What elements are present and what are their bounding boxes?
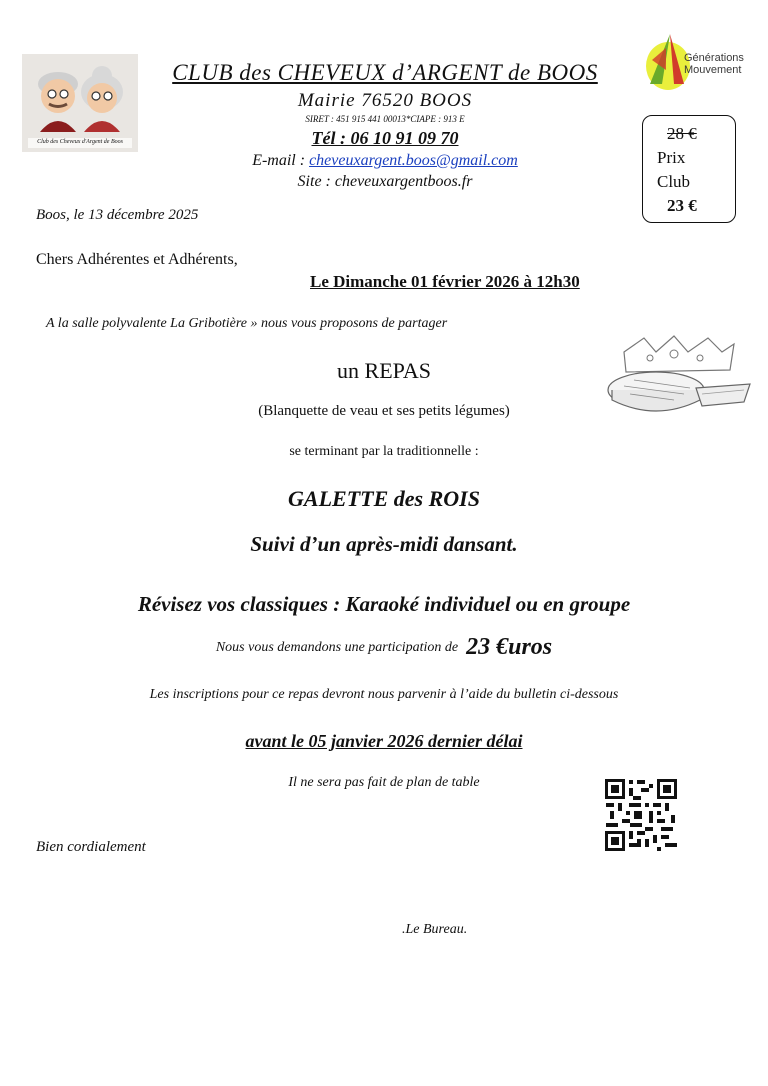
signature: .Le Bureau. xyxy=(402,922,468,937)
event-date: Le Dimanche 01 février 2026 à 12h30 xyxy=(310,272,580,291)
karaoke-heading: Révisez vos classiques : Karaoké individuel ou en groupe xyxy=(137,592,631,616)
letter-date: Boos, le 13 décembre 2025 xyxy=(36,207,199,223)
phone-number: Tél : 06 10 91 09 70 xyxy=(311,128,459,148)
website: Site : cheveuxargentboos.fr xyxy=(297,173,473,190)
price-label-prix: Prix xyxy=(657,148,686,167)
closing-regards: Bien cordialement xyxy=(36,839,146,855)
repas-heading: un REPAS xyxy=(337,358,431,383)
venue-text: A la salle polyvalente La Gribotière » nous vous proposons de partager xyxy=(46,316,448,331)
inscriptions-text: Les inscriptions pour ce repas devront nous parvenir à l’aide du bulletin ci-dessous xyxy=(149,687,619,702)
club-title: CLUB des CHEVEUX d’ARGENT de BOOS xyxy=(172,60,598,85)
old-price: 28 € xyxy=(667,124,697,143)
club-logo-illustration xyxy=(22,54,138,152)
participation-text: Nous vous demandons une participation de xyxy=(215,640,459,655)
galette-heading: GALETTE des ROIS xyxy=(288,486,480,511)
siret-number: SIRET : 451 915 441 00013*CIAPE : 913 E xyxy=(305,114,465,124)
menu-description: (Blanquette de veau et ses petits légumes) xyxy=(258,403,510,419)
participation-amount: 23 €uros xyxy=(466,634,553,660)
dansant-heading: Suivi d’un après-midi dansant. xyxy=(250,532,518,556)
greeting: Chers Adhérentes et Adhérents, xyxy=(36,251,238,268)
ending-text: se terminant par la traditionnelle : xyxy=(289,444,479,459)
qr-code-icon xyxy=(604,778,678,852)
participation-line xyxy=(0,634,768,661)
generations-mouvement-logo xyxy=(640,26,752,94)
no-seating-plan: Il ne sera pas fait de plan de table xyxy=(288,775,480,790)
qr-code[interactable] xyxy=(604,778,678,852)
price-box xyxy=(642,115,736,223)
email-link[interactable]: cheveuxargent.boos@gmail.com xyxy=(309,152,518,169)
mairie-address: Mairie 76520 BOOS xyxy=(297,90,473,111)
price-label-club: Club xyxy=(657,172,691,191)
email-line xyxy=(140,152,630,170)
email-label: E-mail : xyxy=(252,152,310,169)
club-logo xyxy=(22,54,138,152)
logo-text-generations: Générations xyxy=(684,52,744,64)
club-logo-caption: Club des Cheveux d'Argent de Boos xyxy=(37,139,123,145)
club-price: 23 € xyxy=(667,196,697,215)
deadline: avant le 05 janvier 2026 dernier délai xyxy=(245,731,523,751)
logo-text-mouvement: Mouvement xyxy=(684,64,742,76)
